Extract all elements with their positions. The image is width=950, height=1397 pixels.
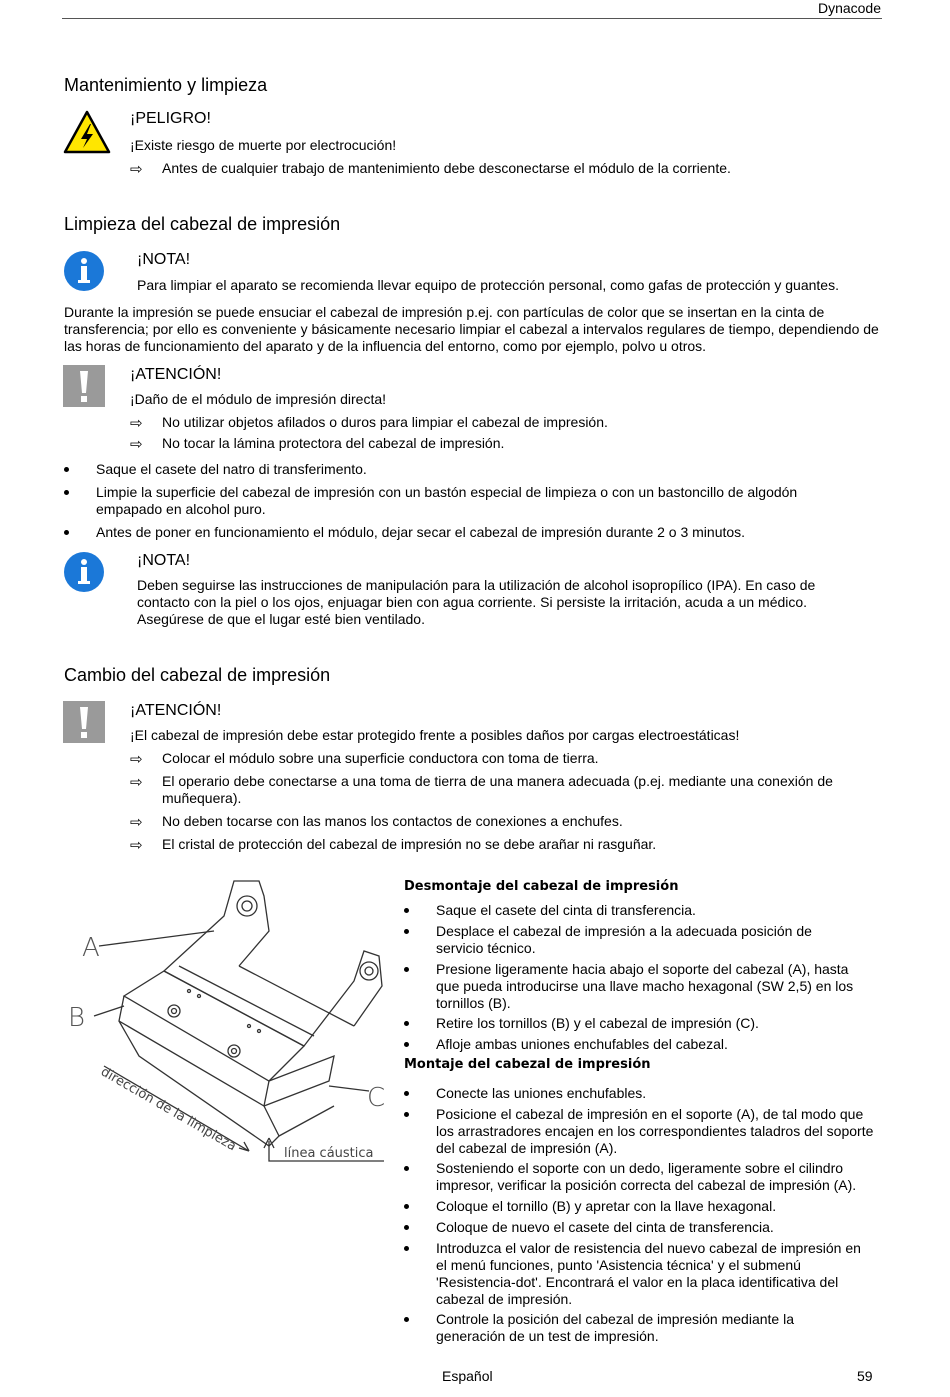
arrow-icon: ⇨ — [130, 161, 143, 178]
printhead-diagram — [64, 876, 394, 1171]
bullet-icon — [404, 1091, 409, 1096]
bullet-icon — [404, 1204, 409, 1209]
note-title: ¡NOTA! — [137, 552, 191, 569]
bullet-icon — [404, 1225, 409, 1230]
section-title-cleaning: Limpieza del cabezal de impresión — [64, 214, 341, 234]
header-brand: Dynacode — [817, 0, 881, 16]
cleaning-direction-label: dirección de la limpieza — [98, 1064, 239, 1155]
section-title-replacement: Cambio del cabezal de impresión — [64, 665, 331, 685]
bullet-icon — [64, 530, 69, 535]
page-number: 59 — [857, 1368, 873, 1384]
attention-title: ¡ATENCIÓN! — [130, 702, 222, 719]
arrow-icon: ⇨ — [130, 436, 143, 453]
mount-title: Montaje del cabezal de impresión — [404, 1057, 651, 1072]
bullet-icon — [404, 967, 409, 972]
note-text: Para limpiar el aparato se recomienda llevar equipo de protección personal, como gafas de protección y guantes. — [137, 277, 839, 293]
bullet-icon — [64, 467, 69, 472]
bullet-icon — [404, 1246, 409, 1251]
footer-language: Español — [442, 1368, 493, 1384]
bullet-icon — [64, 490, 69, 495]
exclamation-icon — [63, 365, 105, 407]
bullet-icon — [404, 1042, 409, 1047]
figure-label-b: B — [68, 1003, 86, 1033]
bullet-icon — [404, 1317, 409, 1322]
danger-title: ¡PELIGRO! — [130, 110, 211, 127]
high-voltage-warning-icon — [63, 110, 111, 154]
info-icon — [63, 250, 105, 292]
figure-label-a: A — [82, 933, 100, 963]
figure-label-c: C — [367, 1083, 386, 1113]
note-text: Deben seguirse las instrucciones de manipulación para la utilización de alcohol isopropílico (IPA). En caso de contacto con la piel o los ojos, enjuagar bien con agua corriente. Si persiste la irritación, acuda a un médico. Asegúrese de que el lugar esté bien ventilado. — [137, 577, 816, 627]
header-divider — [62, 18, 882, 19]
arrow-icon: ⇨ — [130, 751, 143, 768]
bullet-icon — [404, 1112, 409, 1117]
section-title-maintenance: Mantenimiento y limpieza — [64, 75, 268, 95]
bullet-icon — [404, 929, 409, 934]
dismount-title: Desmontaje del cabezal de impresión — [404, 879, 679, 894]
arrow-icon: ⇨ — [130, 837, 143, 854]
note-title: ¡NOTA! — [137, 251, 191, 268]
attention-title: ¡ATENCIÓN! — [130, 366, 222, 383]
danger-text: ¡Existe riesgo de muerte por electrocución! — [130, 137, 397, 153]
attention-text: ¡El cabezal de impresión debe estar protegido frente a posibles daños por cargas electroestáticas! — [130, 727, 740, 743]
info-icon — [63, 551, 105, 593]
arrow-icon: ⇨ — [130, 814, 143, 831]
caustic-line-label: línea cáustica — [284, 1146, 374, 1161]
arrow-icon: ⇨ — [130, 774, 143, 791]
arrow-icon: ⇨ — [130, 415, 143, 432]
bullet-icon — [404, 1166, 409, 1171]
cleaning-paragraph: Durante la impresión se puede ensuciar el cabezal de impresión p.ej. con partículas de color que se insertan en la cinta de transferencia; por ello es conveniente y básicamente necesario limpiar el cabezal a intervalos regulares de tiempo, dependiendo de las horas de funcionamiento del aparato y de la influencia del entorno, como por ejemplo, polvo u otros. — [64, 304, 879, 354]
bullet-icon — [404, 908, 409, 913]
attention-text: ¡Daño de el módulo de impresión directa! — [130, 391, 387, 407]
bullet-icon — [404, 1021, 409, 1026]
exclamation-icon — [63, 701, 105, 743]
